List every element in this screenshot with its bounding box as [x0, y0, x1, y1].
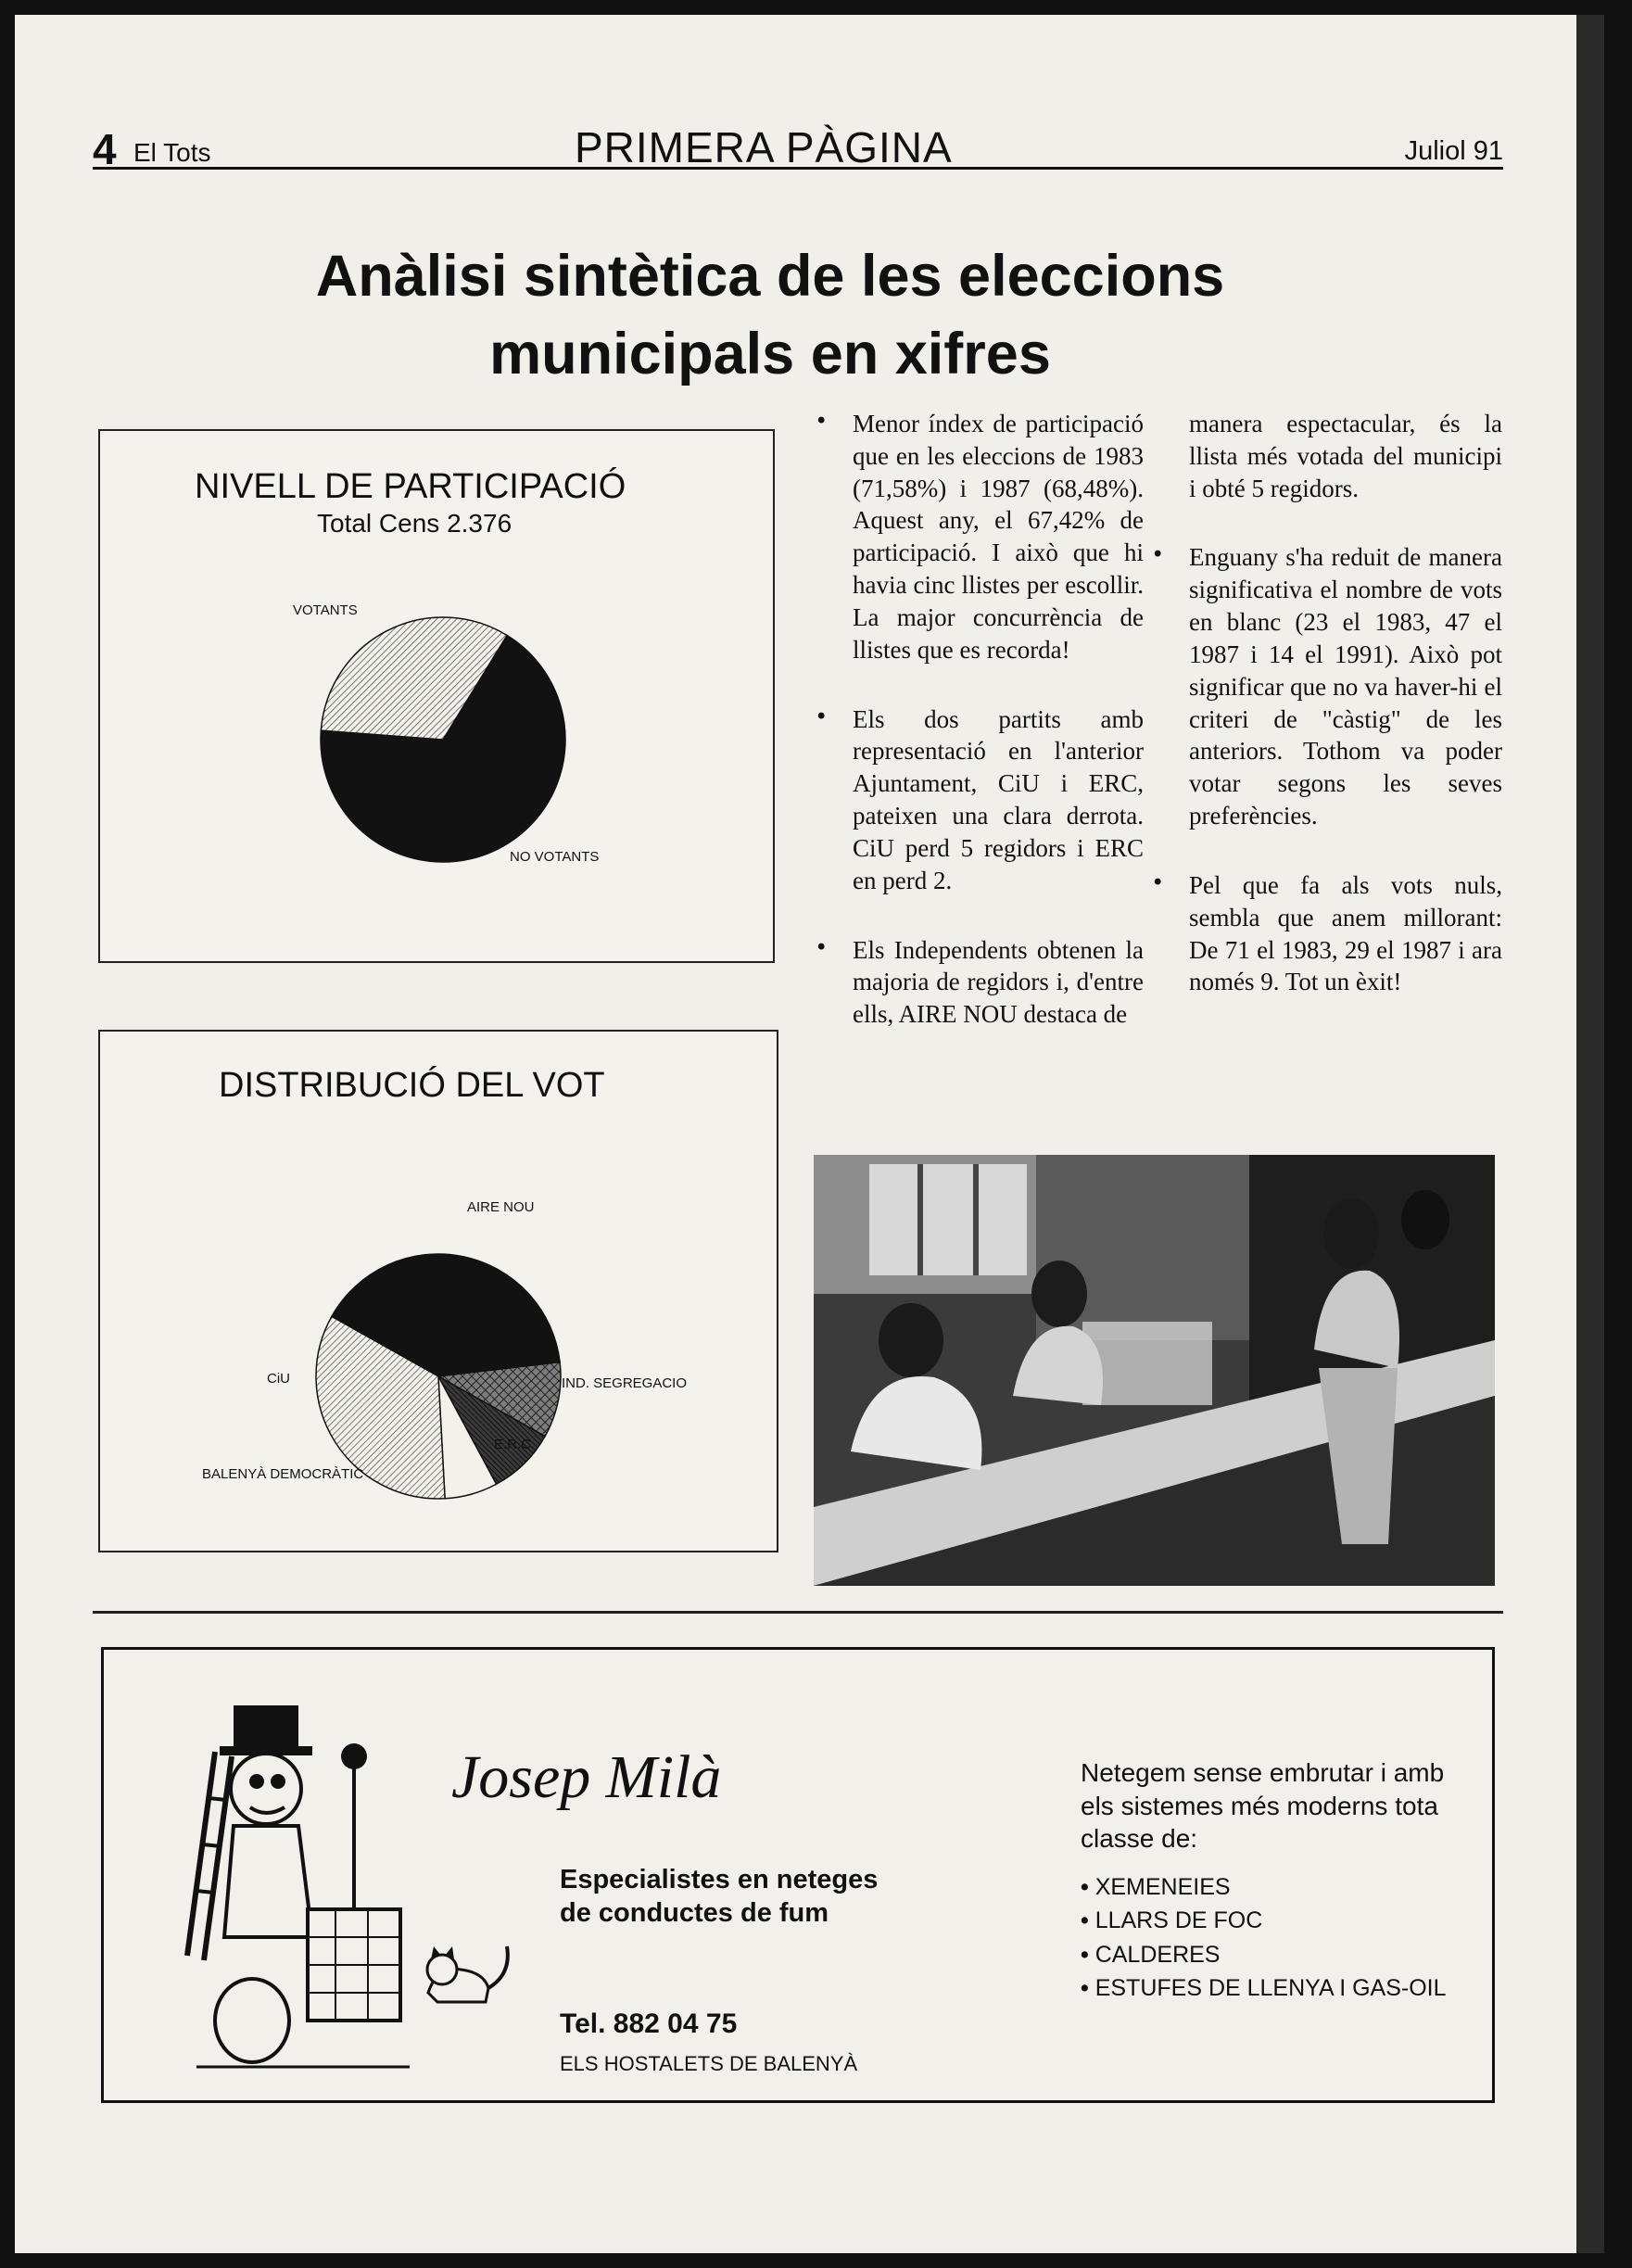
magazine-name: El Tots: [133, 138, 211, 167]
pie-slice-label: VOTANTS: [293, 602, 358, 618]
service-item: • LLARS DE FOC: [1081, 1904, 1447, 1937]
participation-chart-subtitle: Total Cens 2.376: [317, 509, 512, 538]
participation-chart-title: NIVELL DE PARTICIPACIÓ: [195, 467, 626, 506]
participation-chart: [100, 431, 773, 961]
pie-slice-label: IND. SEGREGACIO: [562, 1375, 688, 1391]
pie-slice-label: AIRE NOU: [467, 1199, 535, 1215]
bullet-item: [1150, 869, 1502, 998]
article-title-line1: Anàlisi sintètica de les eleccions: [315, 244, 1225, 309]
article-title-line2: municipals en xifres: [489, 322, 1051, 387]
magazine-page: [15, 15, 1604, 2253]
advertiser-tagline: [560, 1863, 878, 1931]
bullet-text: Menor índex de participació que en les eleccions de 1983 (71,58%) i 1987 (68,48%). Aquest any, el 67,42% de participació. I això que hi havia cinc llistes per escollir. La major concurrència de llistes que es recorda!: [853, 410, 1144, 664]
bullet-item: [1150, 541, 1502, 831]
page-binding-edge: [1576, 15, 1604, 2253]
participation-pie: [321, 617, 565, 862]
bullet-text: Els Independents obtenen la majoria de regidors i, d'entre ells, AIRE NOU destaca de: [853, 935, 1144, 1029]
bullet-icon: •: [817, 933, 826, 959]
tagline-line2: de conductes de fum: [560, 1898, 829, 1929]
service-item: • XEMENEIES: [1081, 1870, 1447, 1904]
pie-slice-label: E.R.C.: [494, 1437, 536, 1452]
section-divider: [93, 1611, 1503, 1614]
bullet-item: [814, 934, 1144, 1031]
bullet-text: Enguany s'ha reduit de manera significativa el nombre de vots en blanc (23 el 1983, 47 el 1987 i 14 el 1991). Això pot significar que no va haver-hi el criteri de "càstig" de les anteriors. Tothom va poder votar segons les seves preferències.: [1189, 543, 1502, 830]
services-list: [1081, 1870, 1447, 2005]
pie-slice-label: BALENYÀ DEMOCRÀTIC: [202, 1466, 364, 1482]
cat-illustration-icon: [419, 1937, 521, 2011]
vote-distribution-chart-title: DISTRIBUCIÓ DEL VOT: [219, 1066, 605, 1105]
bullet-icon: •: [817, 408, 826, 433]
page-number: 4: [93, 125, 117, 173]
bullet-icon: •: [817, 703, 826, 729]
tagline-line1: Especialistes en neteges: [560, 1865, 879, 1894]
polling-station-photo: [814, 1155, 1495, 1586]
bullet-continuation: manera espectacular, és la llista més votada del municipi i obté 5 regidors.: [1189, 410, 1502, 502]
bullet-item: [814, 408, 1144, 666]
section-title: PRIMERA PÀGINA: [575, 123, 953, 171]
bullet-text: Els dos partits amb representació en l'anterior Ajuntament, CiU i ERC, pateixen una clara derrota. CiU perd 5 regidors i ERC en perd 2.: [853, 704, 1144, 894]
vote-distribution-chart-box: [98, 1030, 778, 1552]
page-header: [93, 108, 1503, 173]
article-title: [126, 237, 1414, 394]
vote-distribution-pie: [316, 1254, 561, 1499]
bullet-icon: •: [1154, 541, 1162, 567]
bullet-icon: •: [1154, 868, 1162, 894]
pie-slice-label: NO VOTANTS: [510, 849, 600, 865]
text-column-left: [814, 408, 1144, 1068]
advertiser-phone: Tel. 882 04 75: [560, 2008, 738, 2039]
advertiser-name: Josep Milà: [451, 1743, 722, 1811]
bullet-item: [814, 703, 1144, 897]
advertisement-box: [101, 1647, 1495, 2103]
advertiser-address: ELS HOSTALETS DE BALENYÀ: [560, 2052, 858, 2075]
bullet-text: Pel que fa als vots nuls, sembla que anem millorant: De 71 el 1983, 29 el 1987 i ara només 9. Tot un èxit!: [1189, 870, 1502, 996]
participation-chart-box: [98, 429, 775, 963]
pie-slice-label: CiU: [267, 1371, 290, 1387]
text-column-right: [1150, 408, 1502, 1035]
service-item: • ESTUFES DE LLENYA I GAS-OIL: [1081, 1971, 1447, 2005]
vote-distribution-chart: [100, 1032, 777, 1551]
service-item: • CALDERES: [1081, 1938, 1447, 1971]
issue-date: Juliol 91: [1404, 136, 1503, 166]
advertiser-intro: Netegem sense embrutar i amb els sistemes més moderns tota classe de:: [1081, 1758, 1445, 1854]
chimney-sweep-illustration-icon: [178, 1668, 428, 2076]
